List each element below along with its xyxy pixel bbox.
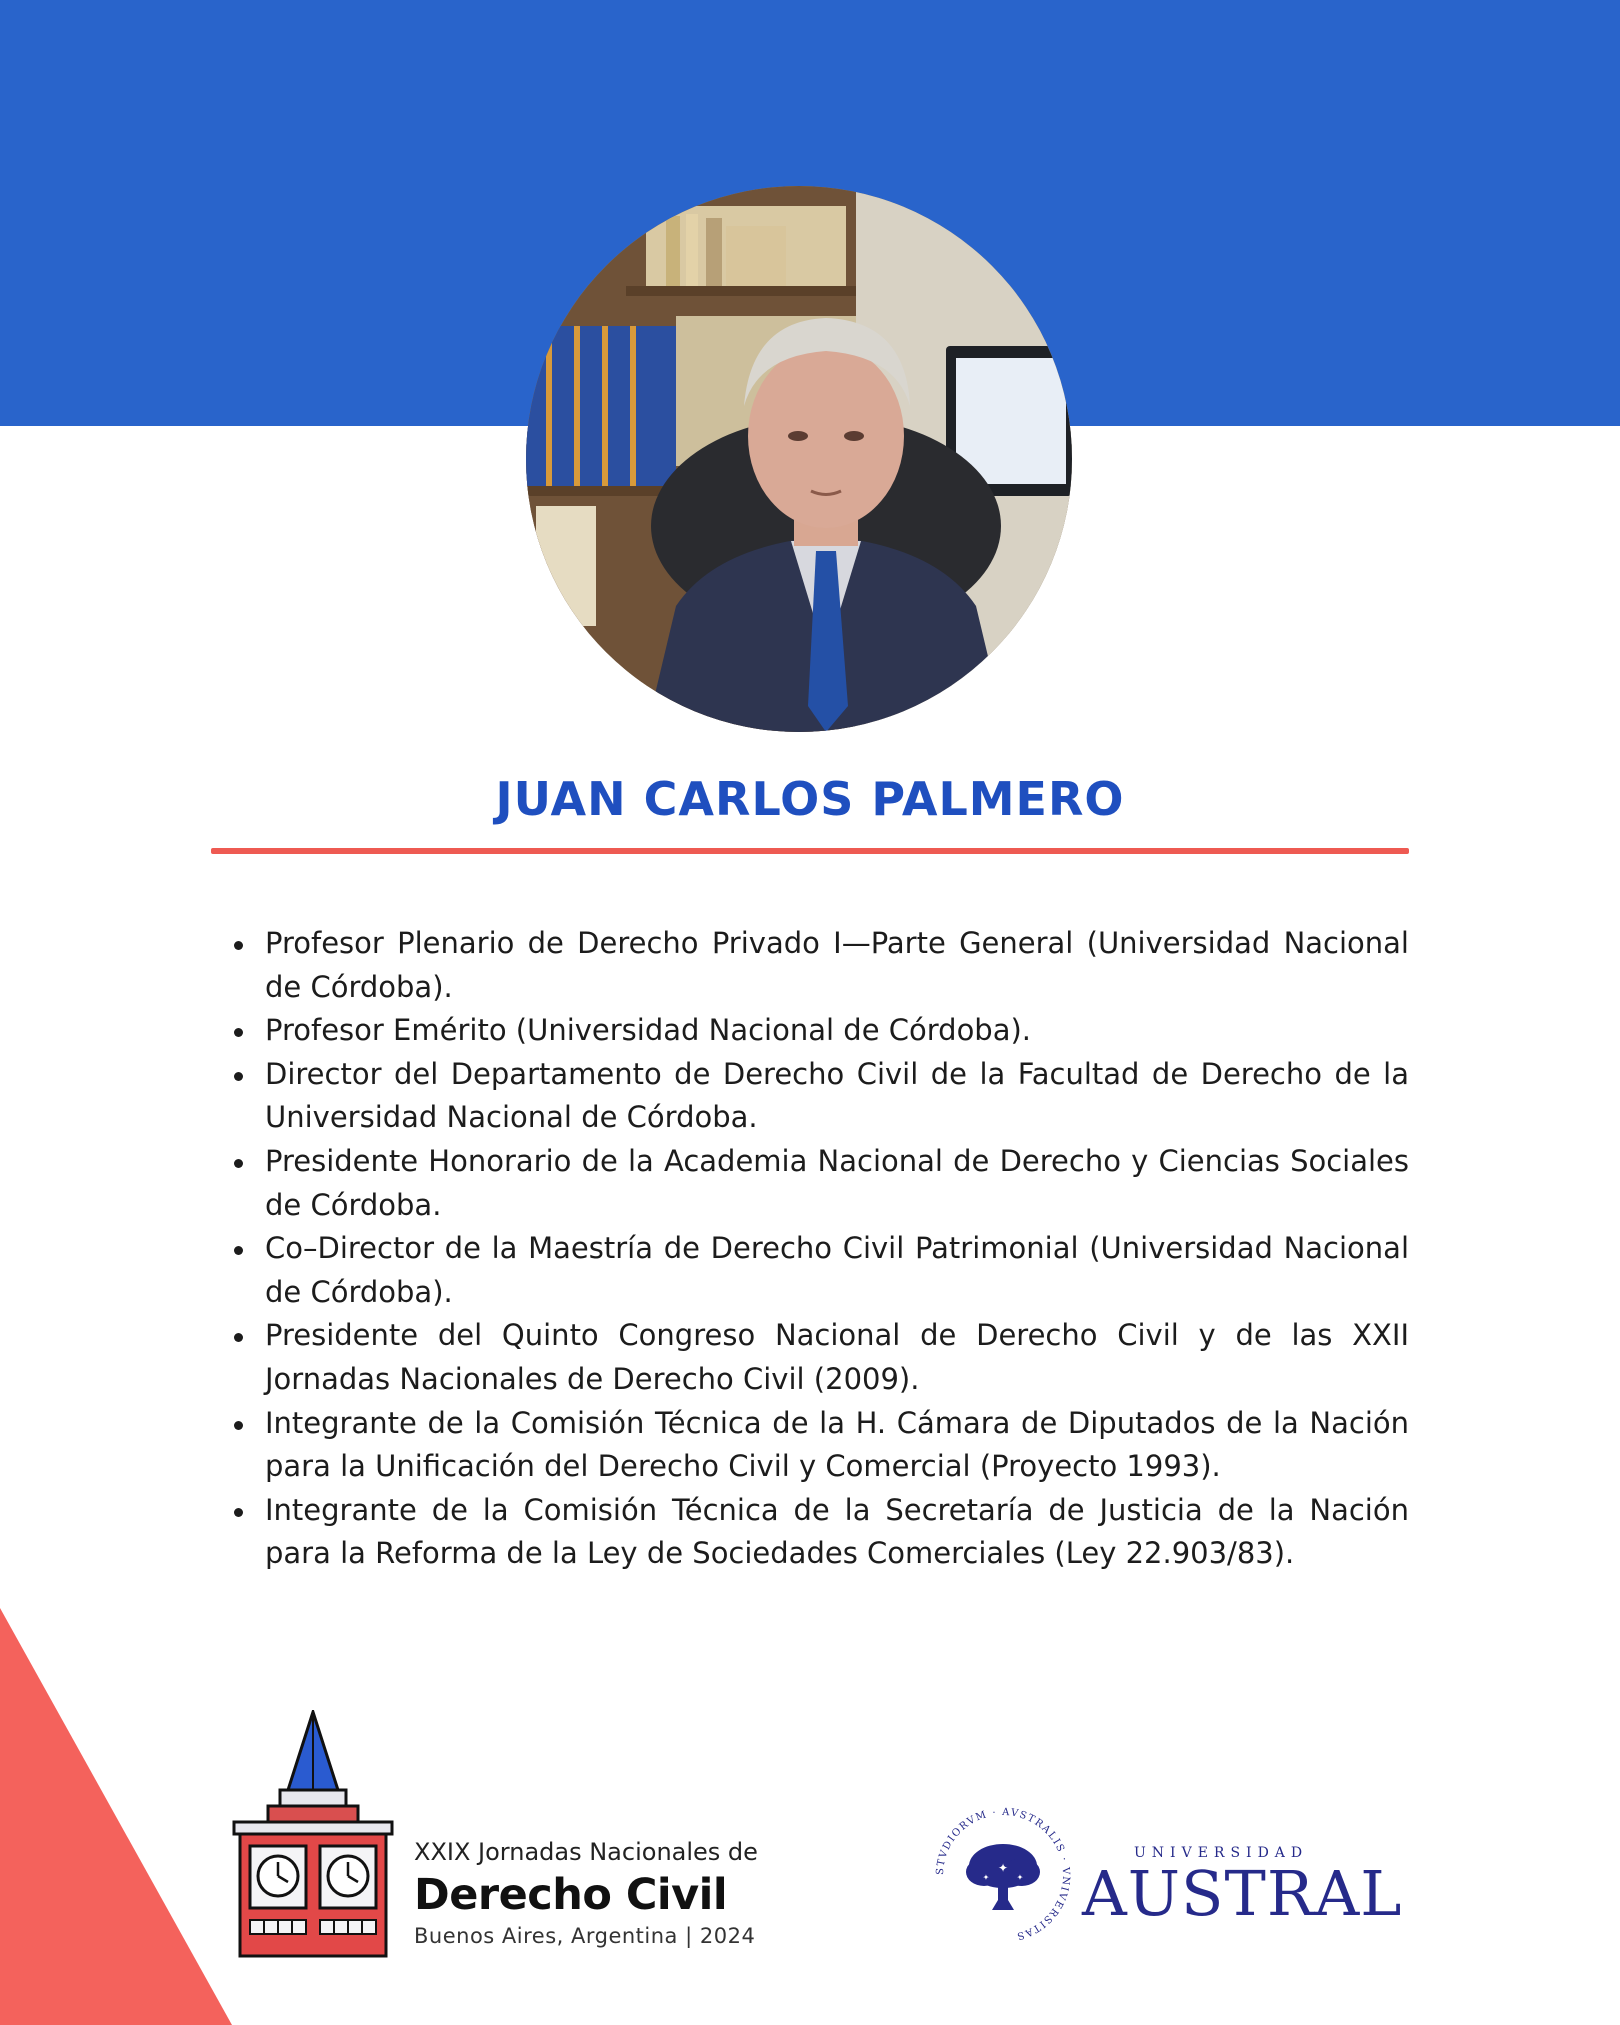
event-subtitle: XXIX Jornadas Nacionales de: [414, 1838, 758, 1866]
event-title: [414, 1838, 814, 1948]
svg-text:✦: ✦: [982, 1873, 990, 1882]
austral-seal-logo: [934, 1800, 1072, 1950]
bio-item: Integrante de la Comisión Técnica de la Secretaría de Justicia de la Nación para la Reforma de la Ley de Sociedades Comerciales (Ley 22.903/83).: [234, 1489, 1409, 1576]
bio-item: Profesor Plenario de Derecho Privado I—Parte General (Universidad Nacional de Córdoba).: [234, 922, 1409, 1009]
name-underline: [211, 848, 1409, 854]
speaker-photo: [526, 186, 1072, 732]
svg-text:✦: ✦: [1016, 1873, 1024, 1882]
event-location-year: Buenos Aires, Argentina | 2024: [414, 1924, 756, 1948]
event-name: Derecho Civil: [414, 1870, 728, 1920]
bio-item: Presidente del Quinto Congreso Nacional de Derecho Civil y de las XXII Jornadas Nacionales de Derecho Civil (2009).: [234, 1314, 1409, 1401]
bio-list: [234, 922, 1409, 1576]
clock-tower-logo: [228, 1710, 398, 1958]
svg-text:✦: ✦: [997, 1861, 1009, 1875]
bio-item: Profesor Emérito (Universidad Nacional de Córdoba).: [234, 1009, 1409, 1053]
bio-item: Director del Departamento de Derecho Civil de la Facultad de Derecho de la Universidad Nacional de Córdoba.: [234, 1053, 1409, 1140]
speaker-name: JUAN CARLOS PALMERO: [495, 772, 1125, 826]
seal-text: STVDIORVM · AVSTRALIS · VNIVERSITAS: [934, 1806, 1072, 1942]
bio-item: Co–Director de la Maestría de Derecho Civil Patrimonial (Universidad Nacional de Córdoba).: [234, 1227, 1409, 1314]
austral-label-big: AUSTRAL: [1082, 1857, 1403, 1930]
bio-item: Integrante de la Comisión Técnica de la H. Cámara de Diputados de la Nación para la Unificación del Derecho Civil y Comercial (Proyecto 1993).: [234, 1402, 1409, 1489]
austral-wordmark: [1082, 1845, 1403, 1930]
austral-label-small: UNIVERSIDAD: [1134, 1845, 1309, 1861]
bio-item: Presidente Honorario de la Academia Nacional de Derecho y Ciencias Sociales de Córdoba.: [234, 1140, 1409, 1227]
